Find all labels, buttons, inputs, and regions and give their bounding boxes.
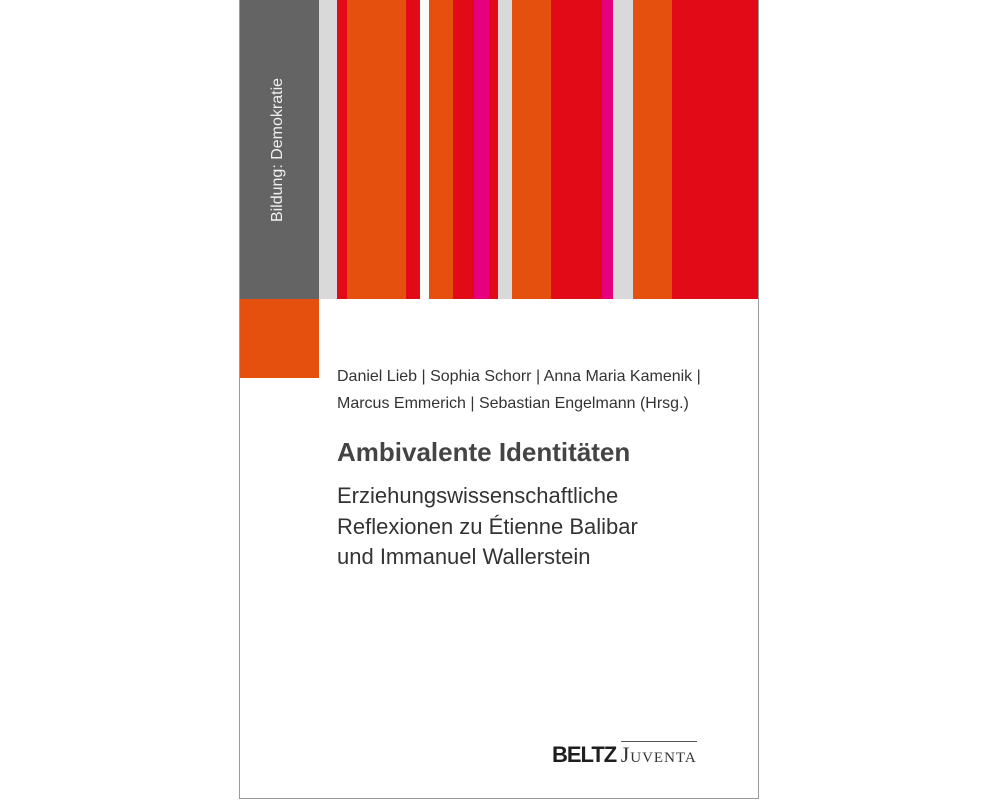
orange-square [240, 299, 319, 378]
subtitle-line: und Immanuel Wallerstein [337, 544, 591, 569]
stripe-red [489, 0, 498, 299]
stripe-light [613, 0, 633, 299]
stripe-orange [347, 0, 406, 299]
series-panel [240, 0, 319, 299]
subtitle-line: Reflexionen zu Étienne Balibar [337, 513, 638, 539]
authors-line: Marcus Emmerich | Sebastian Engelmann (Hrsg.) [337, 395, 689, 412]
stripe-magenta [602, 0, 613, 299]
publisher-logo [552, 742, 697, 768]
series-label: Bildung: Demokratie [269, 77, 286, 223]
book-subtitle [337, 481, 638, 573]
stripe-red [337, 0, 347, 299]
stripe-light [319, 0, 337, 299]
stripe-orange [512, 0, 551, 299]
subtitle-line: Erziehungswissenschaftliche [337, 483, 619, 508]
stripe-orange [633, 0, 672, 299]
book-title: Ambivalente Identitäten [337, 437, 631, 467]
stripe-red [406, 0, 420, 299]
publisher-juventa: Juventa [620, 742, 697, 767]
stripe-light [498, 0, 512, 299]
stripe-red [672, 0, 759, 299]
stripe-red [551, 0, 602, 299]
publisher-beltz: BELTZ [552, 742, 617, 767]
book-cover [239, 0, 759, 799]
stripe-white [420, 0, 429, 299]
stripe-magenta [474, 0, 489, 299]
stripe-orange [429, 0, 453, 299]
authors-line: Daniel Lieb | Sophia Schorr | Anna Maria Kamenik | [337, 368, 701, 385]
stripe-red [453, 0, 474, 299]
authors [337, 363, 701, 417]
